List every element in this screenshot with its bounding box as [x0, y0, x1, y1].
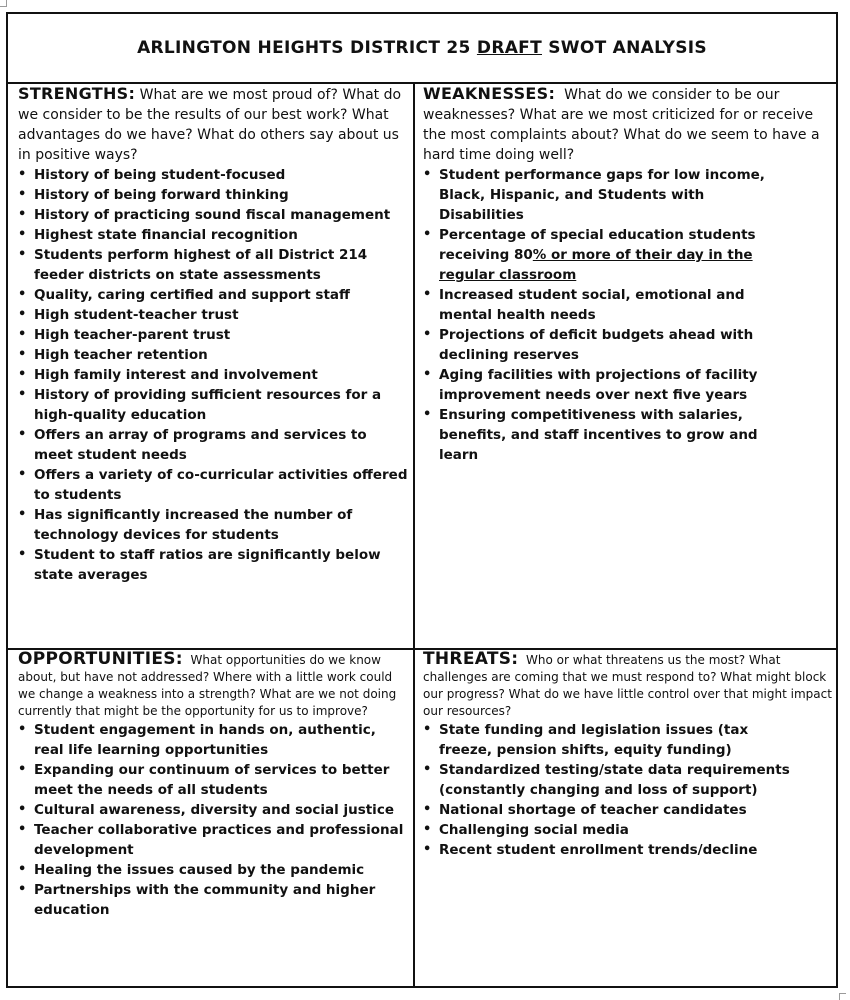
list-item: • Quality, caring certified and support staff	[18, 287, 350, 303]
swot-table	[6, 12, 838, 988]
list-item: • Recent student enrollment trends/decline	[423, 842, 758, 858]
list-item: • History of practicing sound fiscal management	[18, 207, 391, 223]
list-item: • Increased student social, emotional and mental health needs	[423, 287, 745, 323]
list-item: • History of being student-focused	[18, 167, 286, 183]
strengths-list	[18, 165, 410, 585]
list-item: • High teacher retention	[18, 347, 208, 363]
list-item: • National shortage of teacher candidates	[423, 802, 747, 818]
list-item: • High family interest and involvement	[18, 367, 318, 383]
threats-heading: THREATS:	[423, 651, 519, 669]
list-item: • Expanding our continuum of services to better meet the needs of all students	[18, 762, 390, 798]
list-item: • Offers an array of programs and services to meet student needs	[18, 427, 367, 463]
list-item: • History of providing sufficient resources for a high-quality education	[18, 387, 382, 423]
opportunities-prompt: What opportunities do we know about, but have not addressed? Where with a little work could we change a weakness into a strength? What are we not doing currently that might be the opportunity for us to improve?	[18, 653, 397, 718]
threats-list	[423, 720, 793, 860]
list-item: • Aging facilities with projections of facility improvement needs over next five years	[423, 367, 758, 403]
list-item: • Cultural awareness, diversity and social justice	[18, 802, 394, 818]
list-item: • High teacher-parent trust	[18, 327, 231, 343]
strengths-intro	[18, 84, 410, 165]
list-item: • Standardized testing/state data requirements (constantly changing and loss of support)	[423, 762, 790, 798]
list-item: • High student-teacher trust	[18, 307, 239, 323]
page-corner-mark-bottom-right	[839, 993, 846, 1000]
list-item: • Student to staff ratios are significantly below state averages	[18, 547, 381, 583]
list-item: • Student engagement in hands on, authentic, real life learning opportunities	[18, 722, 376, 758]
list-item: • Offers a variety of co-curricular activities offered to students	[18, 467, 408, 503]
title-row	[8, 14, 836, 84]
weaknesses-cell	[423, 84, 833, 644]
page-corner-mark-top-left	[0, 0, 7, 7]
strengths-prompt: What are we most proud of? What do we consider to be the results of our best work? What advantages do we have? What do others say about us in positive ways?	[18, 87, 402, 163]
opportunities-heading: OPPORTUNITIES:	[18, 651, 183, 669]
weaknesses-prompt: What do we consider to be our weaknesses? What are we most criticized for or receive the most complaints about? What do we seem to have a hard time doing well?	[423, 87, 820, 163]
opportunities-list	[18, 720, 410, 920]
weaknesses-heading: WEAKNESSES:	[423, 84, 556, 103]
threats-cell	[423, 651, 833, 986]
threats-prompt: Who or what threatens us the most? What challenges are coming that we must respond to? What might block our progress? What do we have little control over that might impact our resources?	[423, 653, 832, 718]
strengths-heading: STRENGTHS:	[18, 84, 136, 103]
weaknesses-intro	[423, 84, 833, 165]
list-item: • History of being forward thinking	[18, 187, 289, 203]
title-swot: SWOT ANALYSIS	[548, 38, 707, 58]
opportunities-intro	[18, 651, 410, 720]
list-item: • Percentage of special education students receiving 80% or more of their day in the regular classroom	[423, 227, 756, 283]
list-item: • Student performance gaps for low income, Black, Hispanic, and Students with Disabilities	[423, 167, 765, 223]
opportunities-cell	[18, 651, 410, 986]
list-item: • Has significantly increased the number of technology devices for students	[18, 507, 353, 543]
list-item: • Challenging social media	[423, 822, 629, 838]
list-item: • Highest state financial recognition	[18, 227, 298, 243]
list-item: • Healing the issues caused by the pandemic	[18, 862, 365, 878]
title-district: ARLINGTON HEIGHTS DISTRICT 25	[137, 38, 471, 58]
list-item: • Projections of deficit budgets ahead with declining reserves	[423, 327, 754, 363]
threats-intro	[423, 651, 833, 720]
document-title	[137, 38, 707, 58]
list-item: • Ensuring competitiveness with salaries, benefits, and staff incentives to grow and learn	[423, 407, 758, 463]
table-vertical-divider	[413, 82, 415, 988]
list-item: • Partnerships with the community and higher education	[18, 882, 376, 918]
weaknesses-list	[423, 165, 793, 465]
list-item: • Teacher collaborative practices and professional development	[18, 822, 404, 858]
title-draft: DRAFT	[476, 38, 542, 58]
list-item: • State funding and legislation issues (tax freeze, pension shifts, equity funding)	[423, 722, 749, 758]
table-horizontal-divider	[8, 648, 836, 650]
strengths-cell	[18, 84, 410, 644]
list-item: • Students perform highest of all District 214 feeder districts on state assessments	[18, 247, 368, 283]
